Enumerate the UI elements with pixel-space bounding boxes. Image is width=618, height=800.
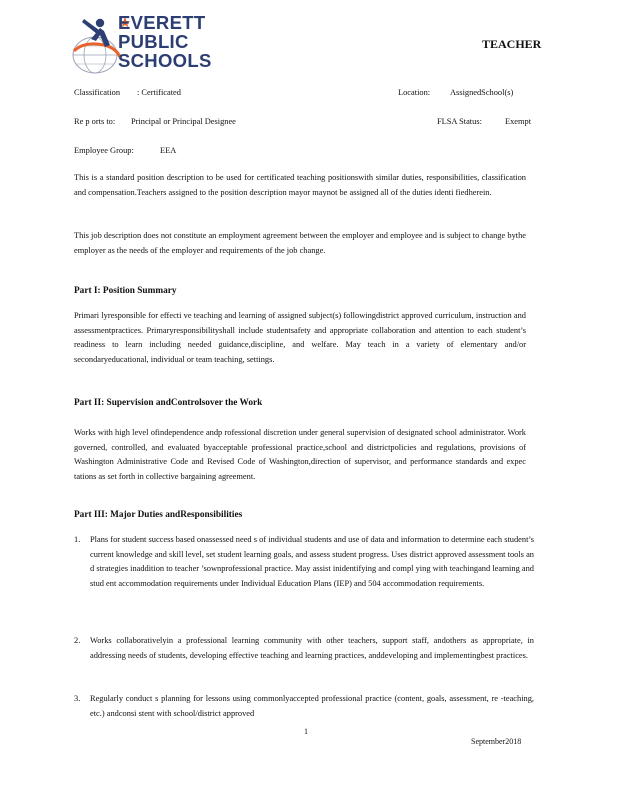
- duty-item-number: 1.: [74, 535, 81, 544]
- duty-item-text: Works collaborativelyin a professional learning community with other teachers, support staff, andothers as appropriate, in addressing needs of students, developing effective teaching and learning practices, anddeveloping and implementingbest practices.: [90, 636, 534, 660]
- logo-wordmark: [118, 13, 212, 70]
- page-number: 1: [304, 727, 308, 736]
- part-3-heading: Part III: Major Duties andResponsibilities: [74, 510, 243, 520]
- logo-line-1: EVERETT: [118, 12, 206, 33]
- classification-value: : Certificated: [137, 88, 181, 97]
- duty-item-2: [74, 634, 534, 682]
- everett-public-schools-logo: [70, 11, 240, 81]
- flsa-status-label: FLSA Status:: [437, 117, 482, 126]
- classification-label: Classification: [74, 88, 121, 97]
- duty-item-number: 2.: [74, 636, 81, 645]
- part-2-body: Works with high level ofindependence andp rofessional discretion under general supervision of designated school administrator. Work governed, controlled, and evaluated byacceptable professional practice,school and districtpolicies and regulations, provisions of Washington Administrative Code and Revised Code of Washington,direction of supervisor, and performance standards and expec tations as set forth in collective bargaining agreement.: [74, 428, 526, 482]
- intro-paragraph-1: This is a standard position description to be used for certificated teaching positionswith similar duties, responsibilities, classification and compensation.Teachers assigned to the position description mayor maynot be assigned all of the duties identi fiedherein.: [74, 173, 526, 197]
- duty-item-3: [74, 692, 534, 724]
- logo-line-3: SCHOOLS: [118, 50, 212, 71]
- intro-paragraph-2: This job description does not constitute an employment agreement between the employer and employee and is subject to change bythe employer as the needs of the employer and requirements of the job change.: [74, 231, 526, 255]
- location-value: AssignedSchool(s): [450, 88, 514, 97]
- duty-item-text: Plans for student success based onassessed need s of individual students and use of data and information to determine each student’s current knowledge and skill level, set student learning goals, and assess student progress. Uses district approved assessment tools an d strategies inaddition to teacher ’sownprofessional practice. May assist inidentifying and compl ying with teachingand learning and stud ent accommodation requirements under Individual Education Plans (IEP) and 504 accommodation requirements.: [90, 535, 534, 589]
- employee-group-label: Employee Group:: [74, 146, 134, 155]
- document-title: TEACHER: [482, 37, 542, 51]
- duty-item-text: Regularly conduct s planning for lessons using commonlyaccepted professional practice (content, goals, assessment, re -teaching, etc.) andconsi stent with school/district approved: [90, 694, 534, 718]
- location-label: Location:: [398, 88, 431, 97]
- reports-to-label: Re p orts to:: [74, 117, 116, 126]
- logo-line-2: PUBLIC: [118, 31, 189, 52]
- part-1-body: Primari lyresponsible for effecti ve teaching and learning of assigned subject(s) followingdistrict approved curriculum, instruction and assessmentpractices. Primaryresponsibilityshall include studentsafety and appropriate collaboration and attention to each student’s readiness to learn including needed guidance,discipline, and welfare. May teach in a variety of elementary and/or secondaryeducational, individual or team teaching, settings.: [74, 311, 526, 365]
- duty-item-1: [74, 533, 534, 623]
- part-2-heading: Part II: Supervision andControlsover the Work: [74, 398, 263, 408]
- flsa-status-value: Exempt: [505, 117, 532, 126]
- reports-to-value: Principal or Principal Designee: [131, 117, 236, 126]
- part-1-heading: Part I: Position Summary: [74, 286, 177, 296]
- employee-group-value: EEA: [160, 146, 177, 155]
- revision-date: September2018: [471, 737, 522, 746]
- duty-item-number: 3.: [74, 694, 81, 703]
